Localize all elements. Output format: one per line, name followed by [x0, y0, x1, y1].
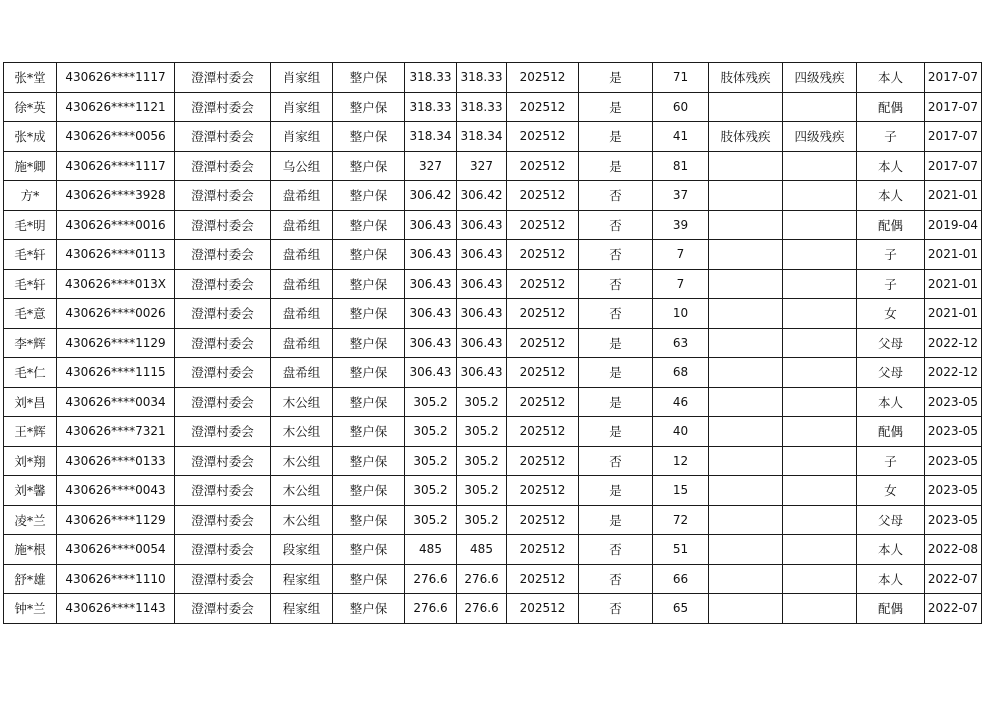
flag-cell: 是: [579, 63, 653, 93]
date-cell: 2017-07: [925, 63, 982, 93]
age-cell: 65: [653, 594, 709, 624]
amount-cell: 305.2: [405, 417, 457, 447]
disability-level-cell: 四级残疾: [783, 122, 857, 152]
relation-cell: 女: [857, 299, 925, 329]
table-row: [4, 417, 982, 447]
disability-type-cell: [709, 269, 783, 299]
date-cell: 2022-12: [925, 358, 982, 388]
relation-cell: 配偶: [857, 92, 925, 122]
id-number-cell: 430626****0016: [57, 210, 175, 240]
disability-type-cell: [709, 476, 783, 506]
amount-cell-2: 306.43: [457, 240, 507, 270]
table-row: [4, 564, 982, 594]
disability-level-cell: [783, 240, 857, 270]
name-cell: 施*卿: [4, 151, 57, 181]
amount-cell: 306.43: [405, 210, 457, 240]
age-cell: 72: [653, 505, 709, 535]
table-row: [4, 210, 982, 240]
village-group-cell: 盘希组: [271, 299, 333, 329]
village-group-cell: 木公组: [271, 505, 333, 535]
amount-cell-2: 305.2: [457, 446, 507, 476]
date-cell: 2023-05: [925, 417, 982, 447]
relation-cell: 本人: [857, 535, 925, 565]
amount-cell: 306.43: [405, 328, 457, 358]
id-number-cell: 430626****1110: [57, 564, 175, 594]
disability-type-cell: [709, 594, 783, 624]
village-committee-cell: 澄潭村委会: [175, 181, 271, 211]
table-row: [4, 63, 982, 93]
assistance-type-cell: 整户保: [333, 505, 405, 535]
table-row: [4, 269, 982, 299]
assistance-type-cell: 整户保: [333, 476, 405, 506]
period-cell: 202512: [507, 151, 579, 181]
flag-cell: 否: [579, 564, 653, 594]
amount-cell: 318.33: [405, 63, 457, 93]
village-committee-cell: 澄潭村委会: [175, 63, 271, 93]
age-cell: 71: [653, 63, 709, 93]
flag-cell: 是: [579, 328, 653, 358]
assistance-type-cell: 整户保: [333, 446, 405, 476]
period-cell: 202512: [507, 594, 579, 624]
table-row: [4, 505, 982, 535]
amount-cell-2: 318.33: [457, 63, 507, 93]
amount-cell: 276.6: [405, 564, 457, 594]
amount-cell: 305.2: [405, 446, 457, 476]
amount-cell-2: 276.6: [457, 564, 507, 594]
age-cell: 37: [653, 181, 709, 211]
village-group-cell: 肖家组: [271, 92, 333, 122]
age-cell: 39: [653, 210, 709, 240]
disability-level-cell: [783, 328, 857, 358]
amount-cell: 306.43: [405, 240, 457, 270]
village-group-cell: 盘希组: [271, 210, 333, 240]
age-cell: 40: [653, 417, 709, 447]
name-cell: 刘*翔: [4, 446, 57, 476]
roster-body: [4, 63, 982, 624]
village-committee-cell: 澄潭村委会: [175, 240, 271, 270]
name-cell: 刘*昌: [4, 387, 57, 417]
village-committee-cell: 澄潭村委会: [175, 446, 271, 476]
disability-level-cell: [783, 387, 857, 417]
id-number-cell: 430626****1129: [57, 505, 175, 535]
assistance-type-cell: 整户保: [333, 269, 405, 299]
flag-cell: 是: [579, 151, 653, 181]
relation-cell: 父母: [857, 328, 925, 358]
age-cell: 51: [653, 535, 709, 565]
period-cell: 202512: [507, 328, 579, 358]
village-committee-cell: 澄潭村委会: [175, 505, 271, 535]
period-cell: 202512: [507, 210, 579, 240]
amount-cell: 485: [405, 535, 457, 565]
amount-cell: 305.2: [405, 505, 457, 535]
table-row: [4, 122, 982, 152]
amount-cell-2: 318.33: [457, 92, 507, 122]
village-committee-cell: 澄潭村委会: [175, 417, 271, 447]
disability-type-cell: [709, 564, 783, 594]
date-cell: 2017-07: [925, 151, 982, 181]
table-row: [4, 151, 982, 181]
table-row: [4, 328, 982, 358]
assistance-type-cell: 整户保: [333, 92, 405, 122]
date-cell: 2023-05: [925, 505, 982, 535]
relation-cell: 子: [857, 240, 925, 270]
disability-level-cell: [783, 594, 857, 624]
id-number-cell: 430626****0034: [57, 387, 175, 417]
period-cell: 202512: [507, 240, 579, 270]
assistance-type-cell: 整户保: [333, 594, 405, 624]
table-row: [4, 181, 982, 211]
assistance-type-cell: 整户保: [333, 387, 405, 417]
disability-level-cell: [783, 476, 857, 506]
amount-cell-2: 485: [457, 535, 507, 565]
relation-cell: 父母: [857, 358, 925, 388]
period-cell: 202512: [507, 269, 579, 299]
assistance-type-cell: 整户保: [333, 240, 405, 270]
id-number-cell: 430626****0133: [57, 446, 175, 476]
village-group-cell: 盘希组: [271, 181, 333, 211]
period-cell: 202512: [507, 387, 579, 417]
id-number-cell: 430626****1129: [57, 328, 175, 358]
flag-cell: 是: [579, 476, 653, 506]
village-group-cell: 肖家组: [271, 122, 333, 152]
table-row: [4, 92, 982, 122]
date-cell: 2021-01: [925, 299, 982, 329]
village-committee-cell: 澄潭村委会: [175, 269, 271, 299]
village-group-cell: 程家组: [271, 564, 333, 594]
age-cell: 60: [653, 92, 709, 122]
relation-cell: 配偶: [857, 594, 925, 624]
disability-level-cell: [783, 269, 857, 299]
disability-type-cell: [709, 240, 783, 270]
name-cell: 凌*兰: [4, 505, 57, 535]
date-cell: 2021-01: [925, 181, 982, 211]
village-committee-cell: 澄潭村委会: [175, 535, 271, 565]
name-cell: 毛*仁: [4, 358, 57, 388]
relation-cell: 本人: [857, 564, 925, 594]
id-number-cell: 430626****7321: [57, 417, 175, 447]
amount-cell-2: 306.43: [457, 299, 507, 329]
village-group-cell: 段家组: [271, 535, 333, 565]
disability-type-cell: [709, 505, 783, 535]
amount-cell-2: 327: [457, 151, 507, 181]
disability-level-cell: 四级残疾: [783, 63, 857, 93]
age-cell: 63: [653, 328, 709, 358]
period-cell: 202512: [507, 446, 579, 476]
table-row: [4, 358, 982, 388]
amount-cell-2: 306.43: [457, 269, 507, 299]
age-cell: 81: [653, 151, 709, 181]
period-cell: 202512: [507, 63, 579, 93]
disability-type-cell: [709, 417, 783, 447]
flag-cell: 否: [579, 535, 653, 565]
name-cell: 王*辉: [4, 417, 57, 447]
table-row: [4, 387, 982, 417]
period-cell: 202512: [507, 122, 579, 152]
village-group-cell: 木公组: [271, 446, 333, 476]
amount-cell-2: 276.6: [457, 594, 507, 624]
disability-type-cell: [709, 358, 783, 388]
village-group-cell: 木公组: [271, 417, 333, 447]
assistance-type-cell: 整户保: [333, 535, 405, 565]
disability-level-cell: [783, 151, 857, 181]
period-cell: 202512: [507, 358, 579, 388]
relation-cell: 本人: [857, 181, 925, 211]
date-cell: 2017-07: [925, 92, 982, 122]
disability-level-cell: [783, 417, 857, 447]
name-cell: 施*根: [4, 535, 57, 565]
amount-cell-2: 305.2: [457, 476, 507, 506]
relation-cell: 子: [857, 122, 925, 152]
id-number-cell: 430626****0056: [57, 122, 175, 152]
name-cell: 钟*兰: [4, 594, 57, 624]
flag-cell: 是: [579, 122, 653, 152]
amount-cell: 306.43: [405, 269, 457, 299]
age-cell: 46: [653, 387, 709, 417]
id-number-cell: 430626****1117: [57, 151, 175, 181]
amount-cell: 306.43: [405, 299, 457, 329]
disability-type-cell: [709, 387, 783, 417]
amount-cell: 318.33: [405, 92, 457, 122]
flag-cell: 否: [579, 181, 653, 211]
disability-type-cell: [709, 535, 783, 565]
name-cell: 毛*轩: [4, 269, 57, 299]
date-cell: 2019-04: [925, 210, 982, 240]
date-cell: 2023-05: [925, 476, 982, 506]
village-committee-cell: 澄潭村委会: [175, 328, 271, 358]
date-cell: 2017-07: [925, 122, 982, 152]
id-number-cell: 430626****013X: [57, 269, 175, 299]
amount-cell: 306.42: [405, 181, 457, 211]
relation-cell: 子: [857, 446, 925, 476]
assistance-type-cell: 整户保: [333, 358, 405, 388]
name-cell: 徐*英: [4, 92, 57, 122]
amount-cell: 306.43: [405, 358, 457, 388]
disability-type-cell: [709, 210, 783, 240]
name-cell: 张*成: [4, 122, 57, 152]
disability-level-cell: [783, 299, 857, 329]
assistance-type-cell: 整户保: [333, 63, 405, 93]
flag-cell: 否: [579, 210, 653, 240]
village-group-cell: 程家组: [271, 594, 333, 624]
village-committee-cell: 澄潭村委会: [175, 358, 271, 388]
flag-cell: 否: [579, 299, 653, 329]
village-group-cell: 木公组: [271, 387, 333, 417]
disability-type-cell: [709, 299, 783, 329]
assistance-type-cell: 整户保: [333, 417, 405, 447]
disability-type-cell: [709, 328, 783, 358]
age-cell: 12: [653, 446, 709, 476]
id-number-cell: 430626****0043: [57, 476, 175, 506]
relation-cell: 本人: [857, 63, 925, 93]
period-cell: 202512: [507, 417, 579, 447]
amount-cell-2: 305.2: [457, 417, 507, 447]
flag-cell: 否: [579, 446, 653, 476]
disability-type-cell: 肢体残疾: [709, 122, 783, 152]
table-row: [4, 446, 982, 476]
relation-cell: 配偶: [857, 210, 925, 240]
disability-level-cell: [783, 505, 857, 535]
village-committee-cell: 澄潭村委会: [175, 564, 271, 594]
flag-cell: 是: [579, 505, 653, 535]
table-row: [4, 535, 982, 565]
id-number-cell: 430626****3928: [57, 181, 175, 211]
age-cell: 41: [653, 122, 709, 152]
period-cell: 202512: [507, 535, 579, 565]
disability-type-cell: 肢体残疾: [709, 63, 783, 93]
disability-level-cell: [783, 564, 857, 594]
assistance-type-cell: 整户保: [333, 564, 405, 594]
disability-type-cell: [709, 446, 783, 476]
flag-cell: 是: [579, 358, 653, 388]
period-cell: 202512: [507, 92, 579, 122]
name-cell: 方*: [4, 181, 57, 211]
village-committee-cell: 澄潭村委会: [175, 594, 271, 624]
name-cell: 张*堂: [4, 63, 57, 93]
village-committee-cell: 澄潭村委会: [175, 387, 271, 417]
relation-cell: 子: [857, 269, 925, 299]
village-committee-cell: 澄潭村委会: [175, 476, 271, 506]
table-row: [4, 594, 982, 624]
relation-cell: 配偶: [857, 417, 925, 447]
village-committee-cell: 澄潭村委会: [175, 210, 271, 240]
amount-cell: 327: [405, 151, 457, 181]
relation-cell: 本人: [857, 387, 925, 417]
village-committee-cell: 澄潭村委会: [175, 299, 271, 329]
name-cell: 舒*雄: [4, 564, 57, 594]
period-cell: 202512: [507, 564, 579, 594]
village-group-cell: 盘希组: [271, 328, 333, 358]
assistance-type-cell: 整户保: [333, 122, 405, 152]
amount-cell: 276.6: [405, 594, 457, 624]
amount-cell-2: 305.2: [457, 387, 507, 417]
assistance-type-cell: 整户保: [333, 181, 405, 211]
name-cell: 李*辉: [4, 328, 57, 358]
id-number-cell: 430626****1121: [57, 92, 175, 122]
date-cell: 2023-05: [925, 446, 982, 476]
period-cell: 202512: [507, 181, 579, 211]
village-committee-cell: 澄潭村委会: [175, 151, 271, 181]
disability-level-cell: [783, 446, 857, 476]
assistance-type-cell: 整户保: [333, 210, 405, 240]
date-cell: 2022-08: [925, 535, 982, 565]
amount-cell: 305.2: [405, 387, 457, 417]
disability-level-cell: [783, 535, 857, 565]
disability-level-cell: [783, 358, 857, 388]
village-group-cell: 盘希组: [271, 240, 333, 270]
age-cell: 66: [653, 564, 709, 594]
name-cell: 刘*馨: [4, 476, 57, 506]
date-cell: 2022-07: [925, 564, 982, 594]
id-number-cell: 430626****1115: [57, 358, 175, 388]
assistance-type-cell: 整户保: [333, 328, 405, 358]
disability-level-cell: [783, 210, 857, 240]
id-number-cell: 430626****0026: [57, 299, 175, 329]
date-cell: 2022-07: [925, 594, 982, 624]
age-cell: 68: [653, 358, 709, 388]
village-group-cell: 木公组: [271, 476, 333, 506]
flag-cell: 是: [579, 417, 653, 447]
village-group-cell: 肖家组: [271, 63, 333, 93]
disability-type-cell: [709, 181, 783, 211]
assistance-roster-table: [3, 62, 982, 624]
assistance-type-cell: 整户保: [333, 299, 405, 329]
flag-cell: 是: [579, 92, 653, 122]
date-cell: 2021-01: [925, 240, 982, 270]
amount-cell-2: 306.43: [457, 358, 507, 388]
flag-cell: 否: [579, 269, 653, 299]
id-number-cell: 430626****0113: [57, 240, 175, 270]
disability-type-cell: [709, 151, 783, 181]
period-cell: 202512: [507, 299, 579, 329]
id-number-cell: 430626****1117: [57, 63, 175, 93]
disability-type-cell: [709, 92, 783, 122]
age-cell: 10: [653, 299, 709, 329]
age-cell: 7: [653, 269, 709, 299]
village-committee-cell: 澄潭村委会: [175, 122, 271, 152]
amount-cell-2: 306.43: [457, 210, 507, 240]
disability-level-cell: [783, 92, 857, 122]
age-cell: 7: [653, 240, 709, 270]
village-committee-cell: 澄潭村委会: [175, 92, 271, 122]
amount-cell-2: 305.2: [457, 505, 507, 535]
table-row: [4, 476, 982, 506]
amount-cell: 305.2: [405, 476, 457, 506]
flag-cell: 是: [579, 387, 653, 417]
date-cell: 2021-01: [925, 269, 982, 299]
date-cell: 2022-12: [925, 328, 982, 358]
name-cell: 毛*明: [4, 210, 57, 240]
id-number-cell: 430626****1143: [57, 594, 175, 624]
assistance-type-cell: 整户保: [333, 151, 405, 181]
amount-cell-2: 306.42: [457, 181, 507, 211]
name-cell: 毛*意: [4, 299, 57, 329]
village-group-cell: 乌公组: [271, 151, 333, 181]
village-group-cell: 盘希组: [271, 358, 333, 388]
table-row: [4, 299, 982, 329]
name-cell: 毛*轩: [4, 240, 57, 270]
relation-cell: 本人: [857, 151, 925, 181]
table-row: [4, 240, 982, 270]
period-cell: 202512: [507, 476, 579, 506]
amount-cell: 318.34: [405, 122, 457, 152]
date-cell: 2023-05: [925, 387, 982, 417]
id-number-cell: 430626****0054: [57, 535, 175, 565]
period-cell: 202512: [507, 505, 579, 535]
disability-level-cell: [783, 181, 857, 211]
age-cell: 15: [653, 476, 709, 506]
relation-cell: 父母: [857, 505, 925, 535]
flag-cell: 否: [579, 240, 653, 270]
amount-cell-2: 318.34: [457, 122, 507, 152]
amount-cell-2: 306.43: [457, 328, 507, 358]
flag-cell: 否: [579, 594, 653, 624]
relation-cell: 女: [857, 476, 925, 506]
village-group-cell: 盘希组: [271, 269, 333, 299]
